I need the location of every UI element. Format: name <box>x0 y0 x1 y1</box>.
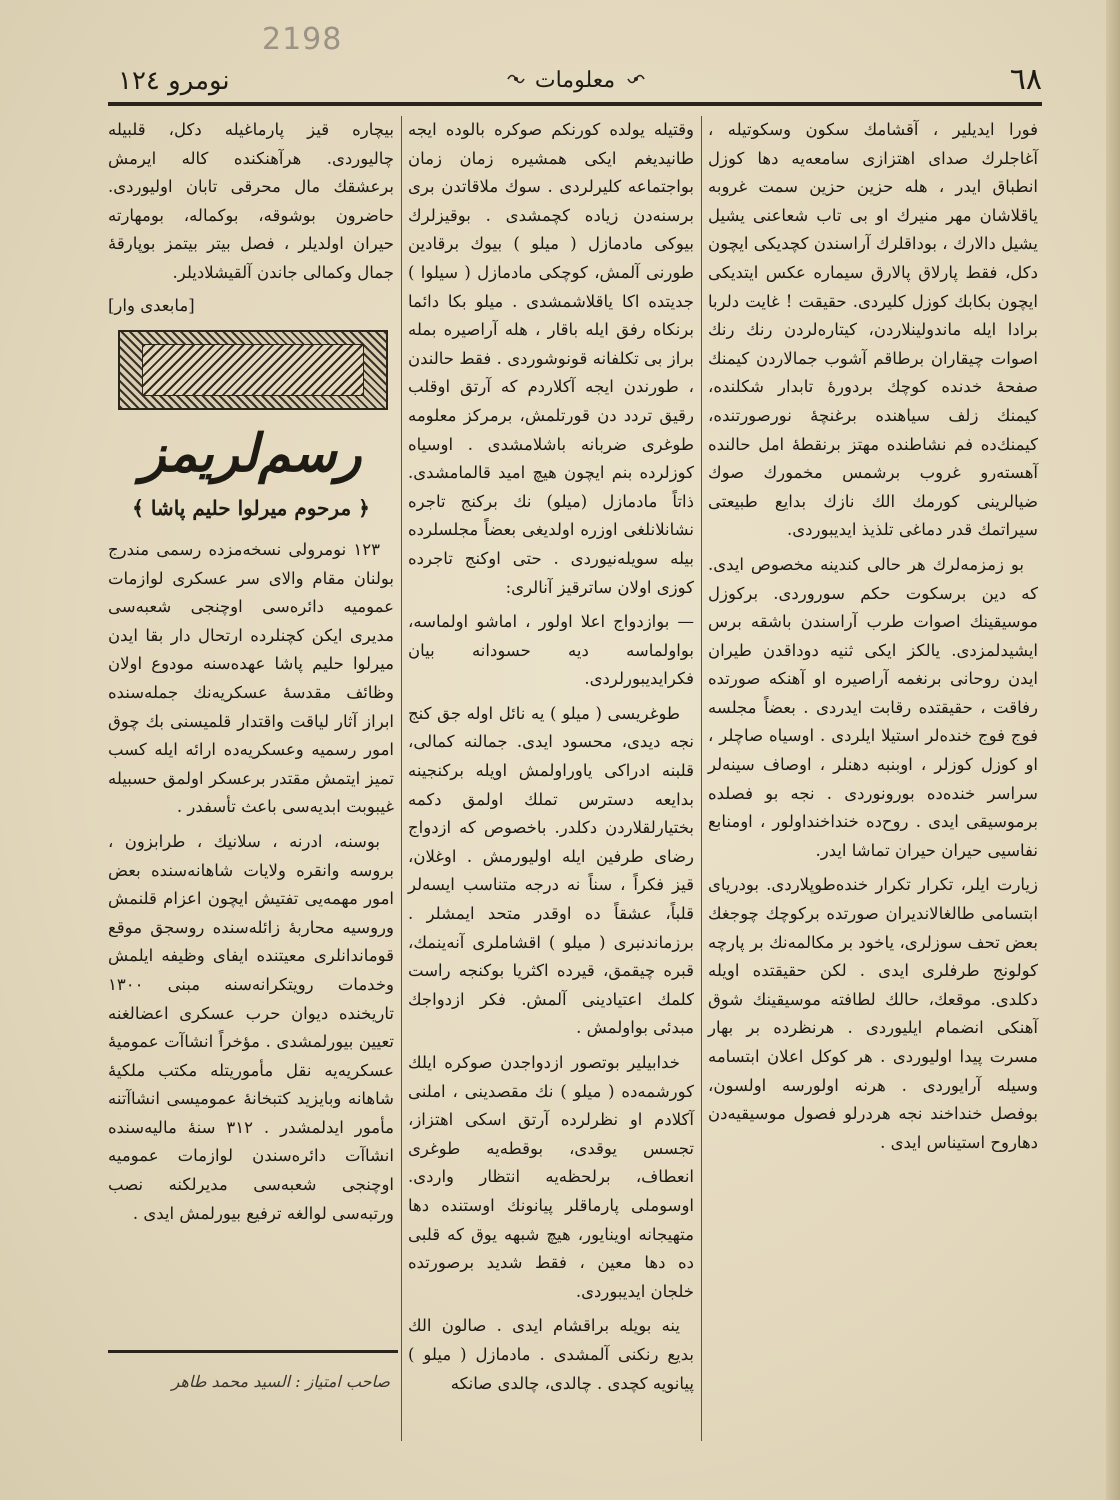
column-middle <box>408 116 694 1404</box>
column-divider-left <box>401 116 402 1441</box>
publisher-signature: صاحب امتیاز : السید محمد طاهر <box>171 1372 390 1391</box>
column-left-body <box>108 536 394 1234</box>
header-rule <box>108 102 1042 106</box>
paragraph: زیارت ایلر، تكرار تكرار خنده‌طوپلاردی. بودریای ابتسامی طالغالاندیران صورتده بركوچك چوجغك بعض تحف سوزلری، یاخود بر مكالمه‌نك بر پارچه كولونج طرفلری ایدی . لكن حقیقتده اویله دكلدی. موقعك، حالك لطافته موسیقینك شوق آهنكی انضمام ایلیوردی . هرنظرده بر بهار مسرت پیدا اولیوردی . هر كوكل اعلان ابتسامه وسیله آرایوردی . هرنه اولورسه اولسون، بوفصل خنداخند نجه هردرلو فصول موسیقیه‌دن دهاروح استیناس ایدی . <box>708 875 1038 1152</box>
issue-number: نومرو ١٢٤ <box>118 66 230 96</box>
column-left-top <box>108 116 394 320</box>
column-right <box>708 116 1038 1163</box>
paragraph: خدابیلیر بوتصور ازدواجدن صوكره ایلك كورشمه‌ده ( میلو ) نك مقصدینی ، املنی آكلادم او نظرلرده آرتق اسكی اهتزاز، تجسس یوقدی، بوقطه‌یه طوغری انعطاف، برلحظه‌یه انتظار واردی. اوسوملی پارماقلر پیانونك اوستنده دها متهیجانه اوینایور، هیچ شبهه یوق كه قلبی ده دها معین ، فقط شدید برصورتده خلجان ایدیبوردی. <box>408 1053 694 1301</box>
decorative-ornament <box>118 330 388 410</box>
paragraph: ینه بویله براقشام ایدی . صالون الك بدیع رنكنی آلمشدی . مادمازل ( میلو ) پیانویه كچدی . چالدی، چالدی صانكه <box>408 1316 694 1393</box>
ornament-inner <box>142 344 364 396</box>
footer-rule <box>108 1350 398 1353</box>
paragraph: وقتیله یولده كورنكم صوكره بالوده ایجه طانیدیغم ایكی همشیره زمان زمان بواجتماعه كلیرلردی . سوك ملاقاتدن بری برسنه‌دن زیاده كچمشدی . بوقیزلرك بیوكی مادمازل ( میلو ) بیوك برقادین طورنی آلمش، كوچكی مادمازل ( سیلوا ) جدیتده اكا یاقلاشمشدی . میلو بكا دائما برنكاه رفق ایله باقار ، هله آراصیره بمله براز بی تكلفانه قونوشوردی . فقط حالندن ، طورندن ایجه آكلاردم كه آرتق اوقلب رقیق تردد دن قورتلمش، برمركز معلومه طوغری ضربانه باشلامشدی . اوسیاه كوزلرده بنم ایچون هیچ امید قالمامشدی. ذاتاً مادمازل (میلو) نك بركنج تاجره نشانلانلغی اوزره اولدیغی بعضاً مجلسلرده بیله سویله‌نیوردی . حتی اوكنج تاجرده كوزی اولان ساترقیز آنالری: <box>408 120 694 597</box>
section-subtitle: ﴿ مرحوم میرلوا حلیم پاشا ﴾ <box>132 496 370 520</box>
archive-number: 2198 <box>262 22 343 57</box>
header-ornament-right-icon <box>626 71 646 87</box>
page-number: ٦٨ <box>1009 62 1042 97</box>
paragraph: ١٢٣ نومرولی نسخه‌مزده رسمی مندرج بولنان مقام والای سر عسكری لوازمات عمومیه دائره‌سی اوچنجی شعبه‌سی مدیری ایكن كچنلرده ارتحال دار بقا ایدن میرلوا حلیم پاشا عهده‌سنه مودوع اولان وظائف مقدسهٔ عسكریه‌نك جمله‌سنده ابراز آثار لیاقت واقتدار قلمیسنی بك چوق امور رسمیه وعسكریه‌ده ارائه ایله كسب تمیز ایتمش مقتدر برعسكر اولمق حسبیله غیبوبت ابدیه‌سی باعث تأسفدر . <box>108 540 394 817</box>
paragraph: بیچاره قیز پارماغیله دكل، قلبیله چالیوردی. هرآهنكنده كاله ایرمش برعشقك مال محرقی تابان اولیوردی. حاضرون بوشوقه، بوكماله، بومهارته حیران اولدیلر ، فصل بیتر بیتمز بوپارقهٔ جمال وكمالی جاندن آلقیشلادیلر. <box>108 120 394 282</box>
paragraph: فورا ایدیلیر ، آقشامك سكون وسكوتیله ، آغاجلرك صدای اهتزازی سامعه‌یه دها كوزل انطباق ایدر ، هله حزین حزین سمت غروبه یاقلاشان مهر منیرك او بی تاب شعاعنی یشیل یشیل دالارك ، بوداقلرك آراسندن كچدیكی ایچون دكل، فقط پارلاق پالارق سیماره عكس ایتدیكی ایچون بكابك كوزل كلیردی. حقیقت ! غایت دلربا برادا ایله ماندولینلاردن، كیتاره‌لردن رنك رنك اصوات چیقاران برطاقم آشوب جمالاردن كیمنك صفحهٔ خدنده كوچك بردورهٔ تابدار شكلنده، كیمنك زلف سیاهنده برغنچهٔ نورصورتنده، كیمنك‌ده فم نشاطنده مهتز برنقطهٔ امل حالنده آهسته‌رو غروب برشمس مخمورك صوك ضیالرینی كورمك الك نازك بدایع طبیعتی سیراتمك قدر دماغی تلذیذ ایدیبوردی. <box>708 120 1038 540</box>
page-edge <box>1106 0 1120 1500</box>
header-ornament-left-icon <box>506 71 526 87</box>
paragraph: بو زمزمه‌لرك هر حالی كندینه مخصوص ایدی. كه دین برسكوت حكم سوروردی. بركوزل موسیقینك اصوات طرب آراسندن باشقه برس ایشیدلمزدی. یالکز ایكی ثنیه دوداقدن طیران ایدن روحانی برنغمه آراصیره او آهنكه صورتده رفاقت ، حقیقتده رقابت ایدردی . بعضاً مجلسه فوج فوج خنده‌لر استیلا ایلردی . اوسیاه صاچلر ، او كوزل كوزلر ، اوبنبه دهنلر ، اوصاف سینه‌لر سراسر خنده‌ده بورونوردی . نجه بو فصلده برموسیقی ایدی . روح‌ده خنداخنداولور ، اومنابع نفاسیی حیران حیران تماشا ایدر. <box>708 554 1038 860</box>
column-divider-right <box>701 116 702 1441</box>
journal-title: معلومات <box>534 68 616 93</box>
section-title: رسم‌لریمز <box>140 423 362 484</box>
paragraph: — بوازدواج اعلا اولور ، اماشو اولماسه، بواولماسه دیه حسودانه بیان فكرایدیبورلردی. <box>408 612 694 689</box>
section-title-box <box>108 412 394 496</box>
continued-note: [مابعدی وار] <box>108 295 195 315</box>
page-header <box>108 58 1042 102</box>
paragraph: طوغریسی ( میلو ) یه نائل اوله جق كنج نجه دیدی، محسود ایدی. جمالنه كمالی، قلبنه ادراكی یاوراولمش اویله بركنجینه بدایعه دسترس تملك اولمق دكمه بختیارلقلاردن دكلدر. باخصوص كه ازدواج رضای طرفین ایله اولیورمش . اوغلان، قیز فكراً ، سناً نه درجه متناسب ایسه‌لر قلباً، عشقاً ده اوقدر متحد ایمشلر . برزماندنبری ( میلو ) اقشاملری آنه‌ینمك، قبره چیقمق، قیرده اكثریا بوكنجه راست كلمك اعتیادینی آلمش. فكر ازدواجك مبدئی بواولمش . <box>408 703 694 1038</box>
paragraph: بوسنه، ادرنه ، سلانیك ، طرابزون ، بروسه وانقره ولایات شاهانه‌سنده بعض امور مهمه‌یی تفتیش ایچون اعزام قلنمش وروسیه محاربهٔ زائله‌سنده روسجق موقع قوماندانلری معیتنده ایفای وظیفه ایلمش وخدمات رویتكرانه‌سنه مبنی ١٣٠٠ تاریخنده دیوان حرب عسكری اعضالغنه تعیین بیورلمشدی . مؤخراً انشاآت عمومیهٔ عسكریه‌یه نقل مأموریتله مكتب ملكیهٔ شاهانه وبایزید كتبخانهٔ عمومیسی انشاآتنه مأمور ایدلمشدر . ٣١٢ سنهٔ مالیه‌سنده انشاآت دائره‌سندن لوازمات عمومیه اوچنجی شعبه‌سی مدیرلكنه نصب ورتبه‌سی لوالغه ترفیع بیورلمش ایدی . <box>108 831 394 1223</box>
